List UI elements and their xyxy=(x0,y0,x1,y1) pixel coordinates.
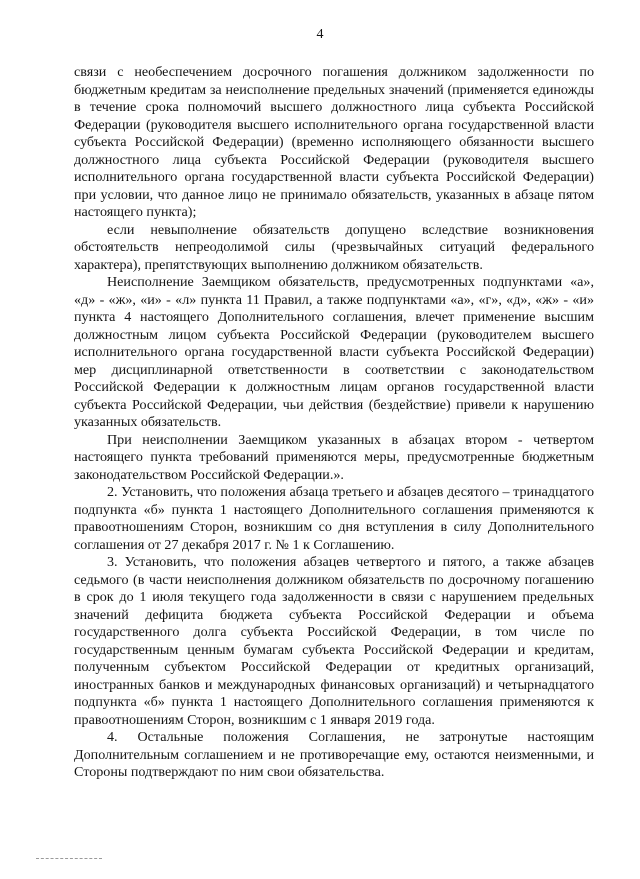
footer-divider xyxy=(36,858,102,859)
paragraph-continuation: связи с необеспечением досрочного погашения должником задолженности по бюджетным кредитам за неисполнение предельных значений (применяется единожды в течение срока полномочий высшего должностного лица субъекта Российской Федерации (руководителя высшего исполнительного органа государственной власти субъекта Российской Федерации) (временно исполняющего обязанности высшего должностного лица субъекта Российской Федерации (руководителя высшего исполнительного органа государственной власти субъекта Российской Федерации) при условии, что данное лицо не принимало обязательств, указанных в абзаце пятом настоящего пункта); xyxy=(74,64,594,220)
page-number: 4 xyxy=(316,27,324,42)
paragraph-item-4: 4. Остальные положения Соглашения, не затронутые настоящим Дополнительным соглашением и не противоречащие ему, остаются неизменными, и Стороны подтверждают по ним свои обязательства. xyxy=(74,729,594,780)
paragraph-force-majeure: если невыполнение обязательств допущено вследствие возникновения обстоятельств непреодолимой силы (чрезвычайных ситуаций федерального характера), препятствующих выполнению должником обязательств. xyxy=(74,221,594,273)
paragraph-budget-measures: При неисполнении Заемщиком указанных в абзацах втором - четвертом настоящего пункта требований применяются меры, предусмотренные бюджетным законодательством Российской Федерации.». xyxy=(74,431,594,483)
document-body xyxy=(74,64,594,782)
paragraph-non-fulfillment: Неисполнение Заемщиком обязательств, предусмотренных подпунктами «а», «д» - «ж», «и» - «л» пункта 11 Правил, а также подпунктами «а», «г», «д», «ж» - «и» пункта 4 настоящего Дополнительного соглашения, влечет применение высшим должностным лицом субъекта Российской Федерации (руководителем высшего исполнительного органа государственной власти субъекта Российской Федерации) мер дисциплинарной ответственности в соответствии с законодательством Российской Федерации к должностным лицам органов государственной власти субъекта Российской Федерации, чьи действия (бездействие) привели к нарушению указанных обязательств. xyxy=(74,274,594,430)
paragraph-item-3: 3. Установить, что положения абзацев четвертого и пятого, а также абзацев седьмого (в части неисполнения должником обязательств по досрочному погашению в срок до 1 июля текущего года задолженности в связи с нарушением предельных значений дефицита бюджета субъекта Российской Федерации и объема государственного долга субъекта Российской Федерации, в том числе по государственным ценным бумагам субъекта Российской Федерации и кредитам, полученным субъектом Российской Федерации от кредитных организаций, иностранных банков и международных финансовых организаций) и четырнадцатого подпункта «б» пункта 1 настоящего Дополнительного соглашения применяются к правоотношениям Сторон, возникшим с 1 января 2019 года. xyxy=(74,554,594,728)
paragraph-item-2: 2. Установить, что положения абзаца третьего и абзацев десятого – тринадцатого подпункта «б» пункта 1 настоящего Дополнительного соглашения применяются к правоотношениям Сторон, возникшим со дня вступления в силу Дополнительного соглашения от 27 декабря 2017 г. № 1 к Соглашению. xyxy=(74,484,594,553)
